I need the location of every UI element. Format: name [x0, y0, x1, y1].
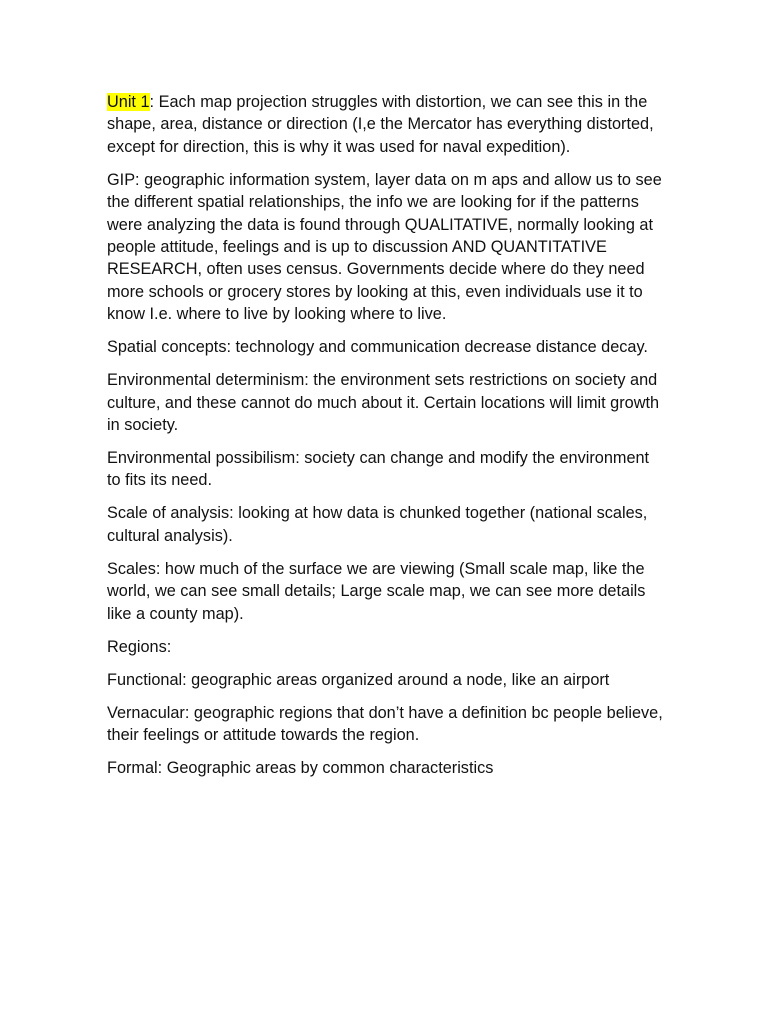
document-body	[107, 91, 667, 790]
paragraph-scale-of-analysis: Scale of analysis: looking at how data is chunked together (national scales, cultural analysis).	[107, 504, 648, 545]
paragraph-regions: Regions:	[107, 637, 172, 656]
paragraph-formal: Formal: Geographic areas by common characteristics	[107, 759, 494, 778]
paragraph-environmental-determinism: Environmental determinism: the environment sets restrictions on society and culture, and these cannot do much about it. Certain locations will limit growth in society.	[107, 371, 660, 435]
paragraph-scales: Scales: how much of the surface we are viewing (Small scale map, like the world, we can see small details; Large scale map, we can see more details like a county map).	[107, 559, 646, 623]
paragraph-unit-1	[107, 91, 667, 158]
highlighted-unit-label: Unit 1	[107, 93, 150, 111]
paragraph-spatial-concepts: Spatial concepts: technology and communication decrease distance decay.	[107, 338, 648, 357]
paragraph-functional: Functional: geographic areas organized around a node, like an airport	[107, 670, 610, 689]
paragraph-vernacular: Vernacular: geographic regions that don’t have a definition bc people believe, their feelings or attitude towards the region.	[107, 703, 663, 745]
paragraph-environmental-possibilism: Environmental possibilism: society can change and modify the environment to fits its need.	[107, 449, 650, 490]
paragraph-gip: GIP: geographic information system, layer data on m aps and allow us to see the different spatial relationships, the info we are looking for if the patterns were analyzing the data is found through QUALITATIVE, normally looking at people attitude, feelings and is up to discussion AND QUANTITATIVE RESEARCH, often uses census. Governments decide where do they need more schools or grocery stores by looking at this, even individuals use it to know I.e. where to live by looking where to live.	[107, 170, 662, 324]
paragraph-text: : Each map projection struggles with distortion, we can see this in the shape, area, distance or direction (I,e the Mercator has everything distorted, except for direction, this is why it was used for naval expedition).	[107, 93, 654, 156]
